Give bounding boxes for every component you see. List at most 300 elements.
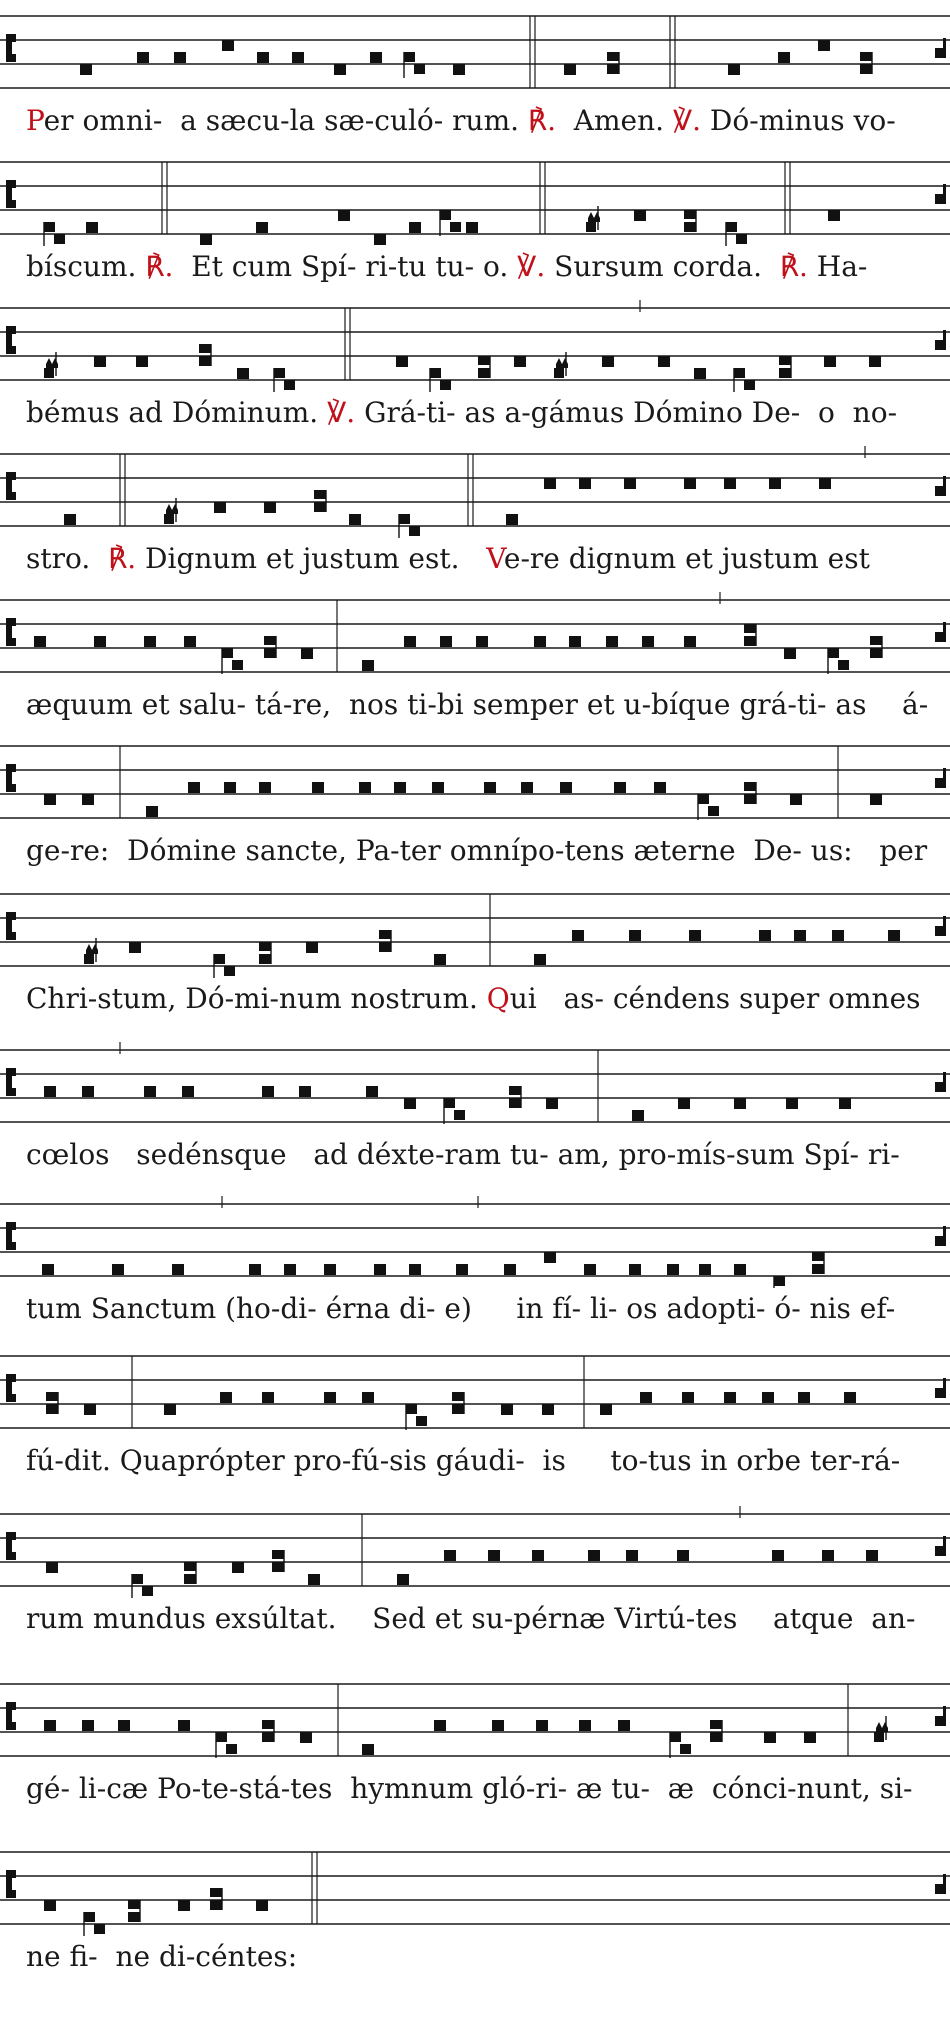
punctum: [684, 636, 696, 647]
punctum: [544, 1252, 556, 1263]
punctum: [564, 64, 576, 75]
punctum: [82, 794, 94, 805]
punctum: [778, 52, 790, 63]
custos: [935, 1378, 946, 1398]
punctum: [819, 478, 831, 489]
punctum: [237, 368, 249, 379]
punctum: [614, 782, 626, 793]
lyric-syllables: ui as- céndens super omnes: [509, 982, 921, 1015]
do-clef: [6, 180, 16, 208]
punctum: [262, 1086, 274, 1097]
podatus: [779, 356, 791, 378]
punctum: [634, 210, 646, 221]
do-clef: [6, 1222, 16, 1250]
punctum: [256, 222, 268, 233]
rubric-mark: ℣.: [517, 250, 546, 283]
punctum: [409, 1264, 421, 1275]
punctum: [569, 636, 581, 647]
punctum: [794, 930, 806, 941]
punctum: [844, 1392, 856, 1403]
lyric-line: [26, 104, 941, 138]
clivis: [222, 648, 243, 674]
lyric-line: [26, 1444, 941, 1478]
custos: [935, 184, 946, 204]
punctum: [600, 1404, 612, 1415]
music-staff: [0, 300, 950, 392]
punctum: [172, 1264, 184, 1275]
punctum: [182, 1086, 194, 1097]
podatus: [314, 490, 326, 512]
chant-system: [0, 1188, 950, 1332]
custos: [935, 622, 946, 642]
punctum: [256, 1900, 268, 1911]
do-clef: [6, 912, 16, 940]
punctum: [762, 1392, 774, 1403]
lyric-syllables: Sursum corda.: [545, 250, 780, 283]
chant-system: [0, 584, 950, 728]
music-staff: [0, 1844, 950, 1936]
punctum: [772, 1550, 784, 1561]
chant-system: [0, 730, 950, 874]
clivis: [698, 794, 719, 820]
punctum: [724, 1392, 736, 1403]
punctum: [404, 636, 416, 647]
punctum: [257, 52, 269, 63]
punctum: [64, 514, 76, 525]
punctum: [220, 1392, 232, 1403]
punctum: [786, 1098, 798, 1109]
lyric-syllables: tum Sanctum (ho-di- érna di- e) in fí- li- os adopti- ó- nis ef-: [26, 1292, 896, 1325]
punctum: [667, 1264, 679, 1275]
do-clef: [6, 1068, 16, 1096]
punctum: [626, 1550, 638, 1561]
punctum: [82, 1086, 94, 1097]
do-clef: [6, 1532, 16, 1560]
lyric-syllables: gé- li-cæ Po-te-stá-tes hymnum gló-ri- æ tu- æ cónci-nunt, si-: [26, 1772, 913, 1805]
punctum: [334, 64, 346, 75]
do-clef: [6, 472, 16, 500]
podatus: [870, 636, 882, 658]
punctum: [174, 52, 186, 63]
lyric-line: [26, 1602, 941, 1636]
punctum: [579, 478, 591, 489]
lyric-syllables: stro.: [26, 542, 109, 575]
punctum: [456, 1264, 468, 1275]
custos: [935, 1072, 946, 1092]
punctum: [484, 782, 496, 793]
chant-system: [0, 0, 950, 144]
clivis: [404, 52, 425, 78]
quilisma: [874, 1716, 888, 1742]
punctum: [444, 1550, 456, 1561]
punctum: [394, 782, 406, 793]
lyric-line: [26, 1940, 941, 1974]
punctum: [82, 1720, 94, 1731]
do-clef: [6, 1702, 16, 1730]
podatus: [744, 624, 756, 646]
punctum: [624, 478, 636, 489]
custos: [935, 38, 946, 58]
punctum: [434, 1720, 446, 1731]
punctum: [764, 1732, 776, 1743]
lyric-line: [26, 1292, 941, 1326]
podatus: [478, 356, 490, 378]
punctum: [606, 636, 618, 647]
music-staff: [0, 154, 950, 246]
music-staff: [0, 1196, 950, 1288]
punctum: [362, 660, 374, 671]
rubric-mark: ℟.: [779, 250, 808, 283]
rubric-mark: Q: [486, 982, 510, 1015]
punctum: [832, 930, 844, 941]
punctum: [222, 40, 234, 51]
punctum: [404, 1098, 416, 1109]
punctum: [734, 1098, 746, 1109]
punctum: [629, 1264, 641, 1275]
punctum: [94, 356, 106, 367]
punctum: [362, 1392, 374, 1403]
punctum: [532, 1550, 544, 1561]
punctum: [397, 1574, 409, 1585]
lyric-line: [26, 982, 941, 1016]
punctum: [312, 782, 324, 793]
punctum: [504, 1264, 516, 1275]
lyric-syllables: er omni- a sæcu-la sæ-culó- rum.: [43, 104, 528, 137]
punctum: [44, 1086, 56, 1097]
punctum: [338, 210, 350, 221]
podatus: [199, 344, 211, 366]
punctum: [262, 1392, 274, 1403]
punctum: [584, 1264, 596, 1275]
punctum: [362, 1744, 374, 1755]
punctum: [34, 636, 46, 647]
staff-svg: [0, 1676, 950, 1768]
lyric-syllables: ge-re: Dómine sancte, Pa-ter omnípo-tens æterne De- us: per: [26, 834, 928, 867]
staff-svg: [0, 592, 950, 684]
staff-svg: [0, 1844, 950, 1936]
punctum: [866, 1550, 878, 1561]
podatus: [509, 1086, 521, 1108]
punctum: [602, 356, 614, 367]
punctum: [888, 930, 900, 941]
podatus: [264, 636, 276, 658]
custos: [935, 916, 946, 936]
punctum: [324, 1264, 336, 1275]
rubric-mark: ℣.: [327, 396, 356, 429]
do-clef: [6, 34, 16, 62]
music-staff: [0, 446, 950, 538]
punctum: [632, 1110, 644, 1121]
punctum: [144, 1086, 156, 1097]
lyric-line: [26, 396, 941, 430]
punctum: [694, 368, 706, 379]
punctum: [678, 1098, 690, 1109]
punctum: [536, 1720, 548, 1731]
podatus: [860, 52, 872, 74]
clivis: [440, 210, 461, 236]
podatus: [262, 1720, 274, 1742]
podatus: [210, 1888, 222, 1910]
punctum: [164, 1404, 176, 1415]
podatus: [379, 930, 391, 952]
punctum: [654, 782, 666, 793]
punctum: [324, 1392, 336, 1403]
punctum: [292, 52, 304, 63]
punctum: [769, 478, 781, 489]
do-clef: [6, 764, 16, 792]
lyric-syllables: e-re dignum et justum est: [503, 542, 870, 575]
punctum: [822, 1550, 834, 1561]
punctum: [370, 52, 382, 63]
staff-svg: [0, 886, 950, 978]
podatus: [812, 1252, 824, 1274]
clivis: [670, 1732, 691, 1758]
punctum: [249, 1264, 261, 1275]
punctum: [44, 794, 56, 805]
punctum: [734, 1264, 746, 1275]
punctum: [521, 782, 533, 793]
music-staff: [0, 886, 950, 978]
music-staff: [0, 1042, 950, 1134]
punctum: [682, 1392, 694, 1403]
podatus: [684, 210, 696, 232]
punctum: [301, 648, 313, 659]
punctum: [839, 1098, 851, 1109]
music-staff: [0, 8, 950, 100]
punctum: [432, 782, 444, 793]
punctum: [112, 1264, 124, 1275]
chant-system: [0, 878, 950, 1022]
podatus: [744, 782, 756, 804]
custos: [935, 768, 946, 788]
lyric-syllables: Et cum Spí- ri-tu tu- o.: [173, 250, 518, 283]
punctum: [146, 806, 158, 817]
punctum: [264, 502, 276, 513]
staff-svg: [0, 1042, 950, 1134]
punctum: [869, 356, 881, 367]
lyric-line: [26, 542, 941, 576]
punctum: [724, 478, 736, 489]
punctum: [224, 782, 236, 793]
punctum: [629, 930, 641, 941]
punctum: [544, 478, 556, 489]
punctum: [728, 64, 740, 75]
staff-svg: [0, 8, 950, 100]
punctum: [409, 222, 421, 233]
chant-system: [0, 292, 950, 436]
chant-system: [0, 438, 950, 582]
punctum: [46, 1562, 58, 1573]
punctum: [759, 930, 771, 941]
punctum: [178, 1900, 190, 1911]
lyric-syllables: Dó-minus vo-: [701, 104, 896, 137]
punctum: [689, 930, 701, 941]
do-clef: [6, 1870, 16, 1898]
punctum: [284, 1264, 296, 1275]
punctum: [188, 782, 200, 793]
rubric-mark: ℣.: [672, 104, 702, 137]
punctum: [870, 794, 882, 805]
punctum: [642, 636, 654, 647]
punctum: [542, 1404, 554, 1415]
music-staff: [0, 592, 950, 684]
punctum: [232, 1562, 244, 1573]
punctum: [699, 1264, 711, 1275]
chant-system: [0, 146, 950, 290]
punctum: [790, 794, 802, 805]
punctum: [137, 52, 149, 63]
punctum: [677, 1550, 689, 1561]
staff-svg: [0, 446, 950, 538]
punctum: [300, 1732, 312, 1743]
punctum: [118, 1720, 130, 1731]
music-staff: [0, 1348, 950, 1440]
lyric-syllables: Grá-ti- as a-gámus Dómino De- o no-: [355, 396, 898, 429]
chant-system: [0, 1340, 950, 1484]
podatus: [452, 1392, 464, 1414]
lyric-syllables: æquum et salu- tá-re, nos ti-bi semper et u-bíque grá-ti- as á-: [26, 688, 929, 721]
punctum: [136, 356, 148, 367]
punctum: [349, 514, 361, 525]
punctum: [804, 1732, 816, 1743]
podatus: [128, 1900, 140, 1922]
punctum: [200, 234, 212, 245]
custos: [935, 1706, 946, 1726]
staff-svg: [0, 1348, 950, 1440]
lyric-syllables: rum mundus exsúltat. Sed et su-pérnæ Virtú-tes atque an-: [26, 1602, 916, 1635]
punctum: [492, 1720, 504, 1731]
lyric-syllables: fú-dit. Quaprópter pro-fú-sis gáudi- is to-tus in orbe ter-rá-: [26, 1444, 901, 1477]
punctum: [308, 1574, 320, 1585]
rubric-mark: ℟.: [108, 542, 137, 575]
staff-svg: [0, 300, 950, 392]
podatus: [184, 1562, 196, 1584]
podatus: [46, 1392, 58, 1414]
lyric-line: [26, 1138, 941, 1172]
rubric-mark: ℟.: [527, 104, 556, 137]
staff-svg: [0, 1196, 950, 1288]
custos: [935, 1536, 946, 1556]
punctum: [798, 1392, 810, 1403]
punctum: [572, 930, 584, 941]
punctum: [214, 502, 226, 513]
chant-system: [0, 1836, 950, 1980]
lyric-syllables: cœlos sedénsque ad déxte-ram tu- am, pro-mís-sum Spí- ri-: [26, 1138, 900, 1171]
punctum: [80, 64, 92, 75]
do-clef: [6, 618, 16, 646]
punctum: [453, 64, 465, 75]
custos: [935, 476, 946, 496]
punctum: [784, 648, 796, 659]
punctum: [259, 782, 271, 793]
staff-svg: [0, 154, 950, 246]
punctum: [434, 954, 446, 965]
custos: [935, 330, 946, 350]
clivis: [774, 1276, 795, 1288]
clivis: [216, 1732, 237, 1758]
punctum: [374, 234, 386, 245]
lyric-syllables: Chri-stum, Dó-mi-num nostrum.: [26, 982, 487, 1015]
podatus: [259, 942, 271, 964]
punctum: [44, 1720, 56, 1731]
punctum: [178, 1720, 190, 1731]
lyric-syllables: Amen.: [555, 104, 673, 137]
punctum: [534, 636, 546, 647]
punctum: [501, 1404, 513, 1415]
lyric-line: [26, 250, 941, 284]
punctum: [94, 636, 106, 647]
punctum: [129, 942, 141, 953]
punctum: [374, 1264, 386, 1275]
music-staff: [0, 1506, 950, 1598]
staff-svg: [0, 738, 950, 830]
punctum: [579, 1720, 591, 1731]
lyric-syllables: bíscum.: [26, 250, 146, 283]
punctum: [42, 1264, 54, 1275]
punctum: [684, 478, 696, 489]
music-staff: [0, 738, 950, 830]
chant-system: [0, 1668, 950, 1812]
punctum: [86, 222, 98, 233]
staff-svg: [0, 1506, 950, 1598]
chant-system: [0, 1498, 950, 1642]
punctum: [488, 1550, 500, 1561]
rubric-mark: V: [486, 542, 504, 575]
punctum: [184, 636, 196, 647]
lyric-syllables: bémus ad Dóminum.: [26, 396, 328, 429]
custos: [935, 1874, 946, 1894]
punctum: [299, 1086, 311, 1097]
clivis: [828, 648, 849, 674]
punctum: [476, 636, 488, 647]
punctum: [396, 356, 408, 367]
punctum: [366, 1086, 378, 1097]
punctum: [466, 222, 478, 233]
punctum: [506, 514, 518, 525]
punctum: [560, 782, 572, 793]
punctum: [588, 1550, 600, 1561]
do-clef: [6, 326, 16, 354]
punctum: [359, 782, 371, 793]
podatus: [710, 1720, 722, 1742]
punctum: [84, 1404, 96, 1415]
clivis: [444, 1098, 465, 1124]
podatus: [272, 1550, 284, 1572]
punctum: [818, 40, 830, 51]
punctum: [534, 954, 546, 965]
lyric-line: [26, 1772, 941, 1806]
punctum: [546, 1098, 558, 1109]
punctum: [618, 1720, 630, 1731]
rubric-mark: P: [26, 104, 44, 137]
punctum: [144, 636, 156, 647]
podatus: [607, 52, 619, 74]
do-clef: [6, 1374, 16, 1402]
clivis: [406, 1404, 427, 1430]
lyric-syllables: ne fi- ne di-céntes:: [26, 1940, 298, 1973]
lyric-line: [26, 688, 941, 722]
music-staff: [0, 1676, 950, 1768]
punctum: [514, 356, 526, 367]
punctum: [440, 636, 452, 647]
chant-system: [0, 1034, 950, 1178]
punctum: [824, 356, 836, 367]
punctum: [306, 942, 318, 953]
custos: [935, 1226, 946, 1246]
lyric-line: [26, 834, 941, 868]
rubric-mark: ℟.: [145, 250, 174, 283]
punctum: [640, 1392, 652, 1403]
